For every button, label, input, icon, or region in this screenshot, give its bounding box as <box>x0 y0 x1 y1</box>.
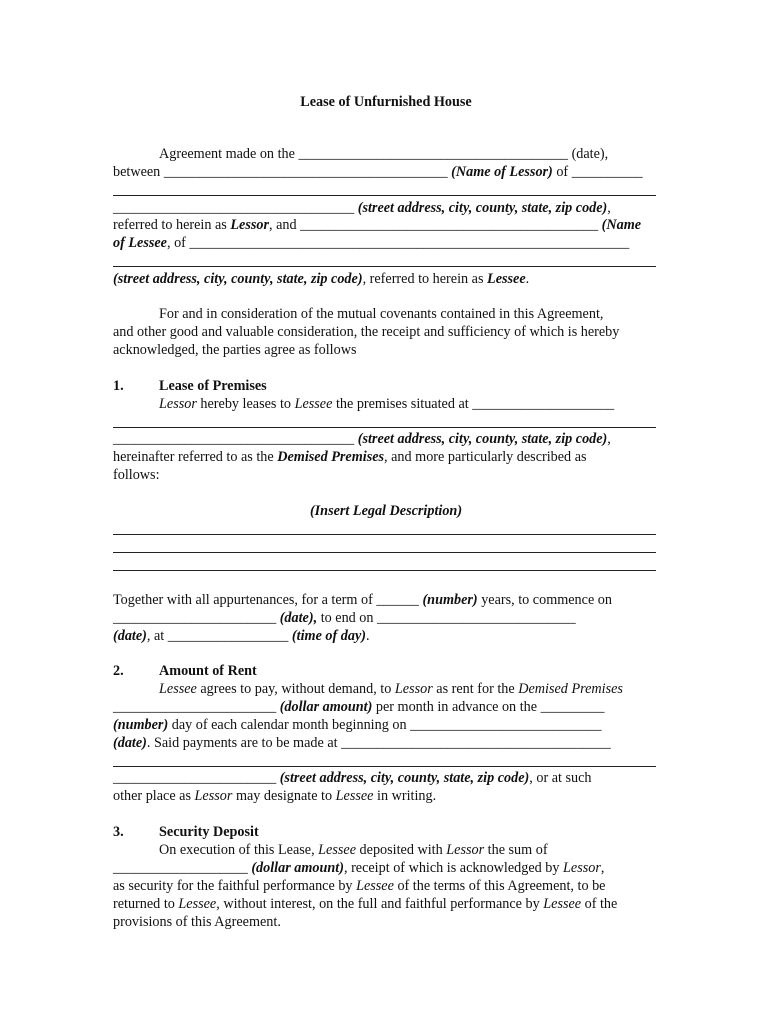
rent-line-6: other place as Lessor may designate to Lessee in writing. <box>113 788 437 804</box>
rent-address-line: _______________________ (street address, city, county, state, zip code), or at such <box>113 770 592 786</box>
legal-description-rule <box>113 552 656 553</box>
section-3-heading: Security Deposit <box>159 824 259 840</box>
blank-rule <box>113 427 656 428</box>
section-3-number: 3. <box>113 824 124 840</box>
lessee-address-line: (street address, city, county, state, zip code), referred to herein as Lessee. <box>113 271 530 287</box>
term-time-line: (date), at _________________ (time of day). <box>113 628 370 644</box>
lessee-intro-line: referred to herein as Lessor, and __________________________________________ (Name <box>113 217 642 233</box>
legal-description-rule <box>113 534 656 535</box>
premises-address-line: __________________________________ (street address, city, county, state, zip code), <box>113 431 611 447</box>
legal-description-rule <box>113 570 656 571</box>
blank-rule <box>113 266 656 267</box>
rent-line-2: _______________________ (dollar amount) per month in advance on the _________ <box>113 699 605 715</box>
rent-line-1: Lessee agrees to pay, without demand, to Lessor as rent for the Demised Premises <box>159 681 623 697</box>
rent-line-4: (date). Said payments are to be made at ______________________________________ <box>113 735 611 751</box>
premises-line: Lessor hereby leases to Lessee the premises situated at ____________________ <box>159 396 615 412</box>
demised-premises-line: hereinafter referred to as the Demised Premises, and more particularly described as <box>113 449 587 465</box>
lessor-address-line: __________________________________ (street address, city, county, state, zip code), <box>113 200 611 216</box>
section-2-number: 2. <box>113 663 124 679</box>
rent-line-3: (number) day of each calendar month beginning on ___________________________ <box>113 717 602 733</box>
blank-rule <box>113 195 656 196</box>
term-dates-line: _______________________ (date), to end on ____________________________ <box>113 610 576 626</box>
term-line: Together with all appurtenances, for a term of ______ (number) years, to commence on <box>113 592 612 608</box>
agreement-date-line: Agreement made on the ______________________________________ (date), <box>159 146 609 162</box>
section-2-heading: Amount of Rent <box>159 663 257 679</box>
document-title: Lease of Unfurnished House <box>300 94 472 110</box>
blank-rule <box>113 766 656 767</box>
consideration-line-1: For and in consideration of the mutual covenants contained in this Agreement, <box>159 306 604 322</box>
deposit-line-5: provisions of this Agreement. <box>113 914 281 930</box>
deposit-line-3: as security for the faithful performance by Lessee of the terms of this Agreement, to be <box>113 878 606 894</box>
lessor-name-line: between ________________________________________ (Name of Lessor) of __________ <box>113 164 643 180</box>
consideration-line-3: acknowledged, the parties agree as follows <box>113 342 357 358</box>
deposit-line-2: ___________________ (dollar amount), receipt of which is acknowledged by Lessor, <box>113 860 605 876</box>
section-1-heading: Lease of Premises <box>159 378 267 394</box>
deposit-line-4: returned to Lessee, without interest, on the full and faithful performance by Lessee of the <box>113 896 618 912</box>
legal-description-label: (Insert Legal Description) <box>309 503 463 519</box>
lessee-name-line: of Lessee, of ______________________________________________________________ <box>113 235 630 251</box>
consideration-line-2: and other good and valuable consideration, the receipt and sufficiency of which is hereby <box>113 324 620 340</box>
deposit-line-1: On execution of this Lease, Lessee deposited with Lessor the sum of <box>159 842 548 858</box>
section-1-number: 1. <box>113 378 124 394</box>
follows-line: follows: <box>113 467 160 483</box>
